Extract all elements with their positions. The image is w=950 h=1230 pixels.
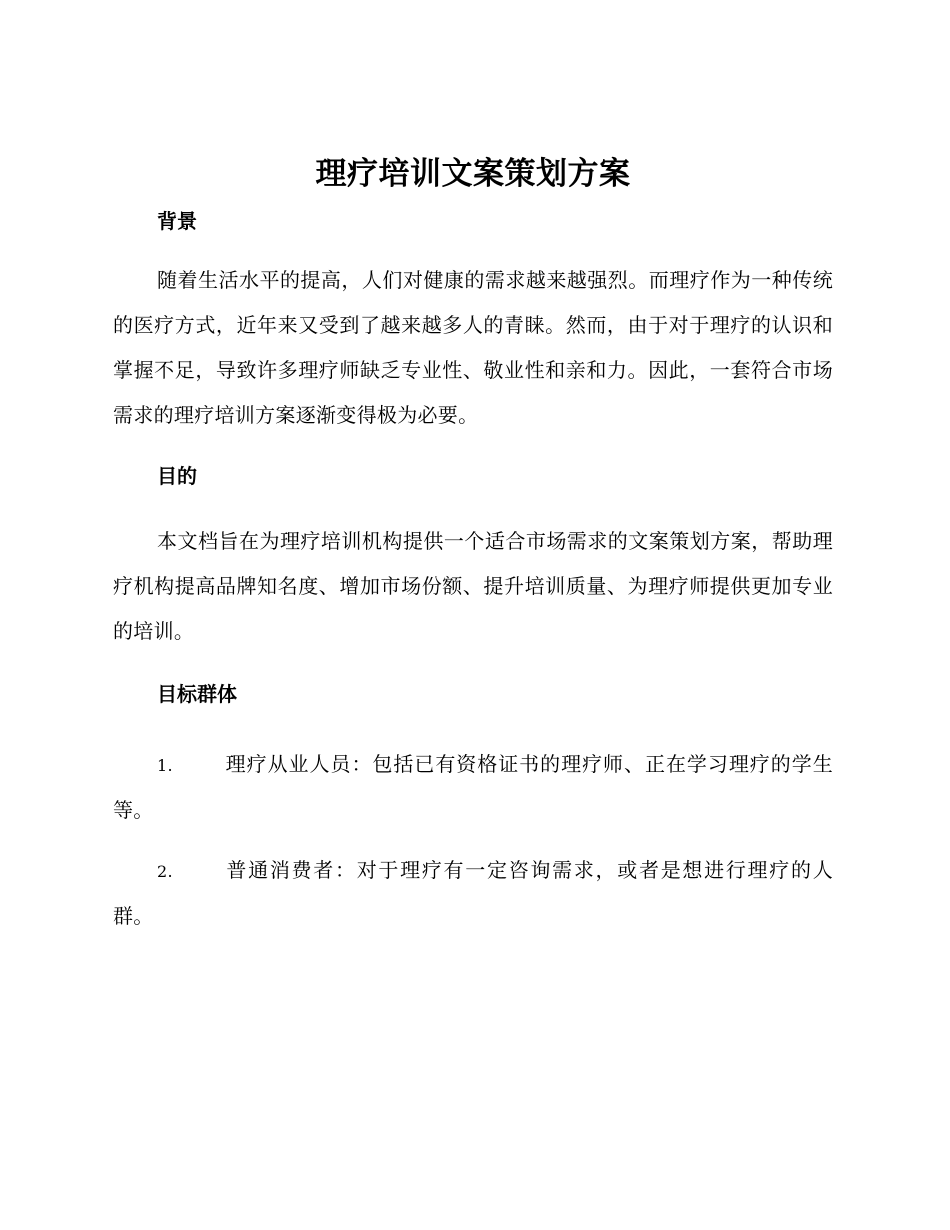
list-item-number: 1. xyxy=(157,756,173,775)
list-item-number: 2. xyxy=(157,862,173,881)
list-item xyxy=(113,742,833,833)
section-heading-purpose: 目的 xyxy=(157,464,197,488)
document-page xyxy=(113,150,833,939)
section-paragraph-background: 随着生活水平的提高，人们对健康的需求越来越强烈。而理疗作为一种传统的医疗方式，近年来又受到了越来越多人的青睐。然而，由于对于理疗的认识和掌握不足，导致许多理疗师缺乏专业性、敬业性和亲和力。因此，一套符合市场需求的理疗培训方案逐渐变得极为必要。 xyxy=(113,268,833,427)
list-item-text: 理疗从业人员：包括已有资格证书的理疗师、正在学习理疗的学生等。 xyxy=(113,752,833,822)
document-title: 理疗培训文案策划方案 xyxy=(315,156,631,192)
list-item xyxy=(113,848,833,939)
section-heading-target-group: 目标群体 xyxy=(157,682,237,706)
target-group-list xyxy=(113,742,833,939)
section-paragraph-purpose: 本文档旨在为理疗培训机构提供一个适合市场需求的文案策划方案，帮助理疗机构提高品牌知名度、增加市场份额、提升培训质量、为理疗师提供更加专业的培训。 xyxy=(113,529,833,643)
section-heading-background: 背景 xyxy=(157,209,197,233)
list-item-text: 普通消费者：对于理疗有一定咨询需求，或者是想进行理疗的人群。 xyxy=(113,858,833,928)
